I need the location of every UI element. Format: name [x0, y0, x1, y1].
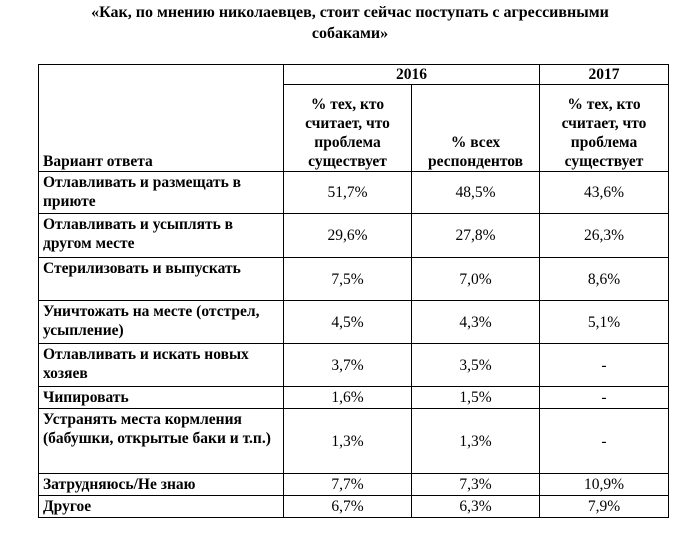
header-variant: Вариант ответа	[39, 65, 284, 172]
row-label: Отлавливать и искать новых хозяев	[39, 344, 284, 387]
cell-2016-believers: 7,7%	[284, 474, 412, 496]
cell-2016-believers: 29,6%	[284, 214, 412, 258]
header-year-2016: 2016	[284, 65, 540, 85]
cell-2017-believers: -	[540, 387, 669, 409]
table-row	[39, 258, 669, 301]
header-2016-all: % всех респондентов	[412, 85, 540, 172]
title-line-2: собаками»	[311, 25, 389, 42]
cell-2016-believers: 4,5%	[284, 301, 412, 344]
header-year-2017: 2017	[540, 65, 669, 85]
header-2016-believers: % тех, кто считает, что проблема существует	[284, 85, 412, 172]
row-label: Отлавливать и усыплять в другом месте	[39, 214, 284, 258]
row-label: Отлавливать и размещать в приюте	[39, 172, 284, 214]
row-label: Чипировать	[39, 387, 284, 409]
survey-table	[38, 64, 669, 518]
cell-2016-all: 27,8%	[412, 214, 540, 258]
title-line-1: «Как, по мнению николаевцев, стоит сейчас поступать с агрессивными	[91, 4, 609, 21]
cell-2017-believers: 26,3%	[540, 214, 669, 258]
cell-2017-believers: -	[540, 409, 669, 474]
cell-2016-all: 7,3%	[412, 474, 540, 496]
header-2017-believers: % тех, кто считает, что проблема существует	[540, 85, 669, 172]
cell-2017-believers: 5,1%	[540, 301, 669, 344]
cell-2016-all: 1,3%	[412, 409, 540, 474]
row-label: Устранять места кормления (бабушки, открытые баки и т.п.)	[39, 409, 284, 474]
cell-2016-all: 1,5%	[412, 387, 540, 409]
row-label: Уничтожать на месте (отстрел, усыпление)	[39, 301, 284, 344]
cell-2016-believers: 1,6%	[284, 387, 412, 409]
cell-2016-believers: 7,5%	[284, 258, 412, 301]
cell-2016-all: 4,3%	[412, 301, 540, 344]
cell-2016-believers: 51,7%	[284, 172, 412, 214]
table-title	[0, 2, 700, 44]
cell-2016-all: 7,0%	[412, 258, 540, 301]
cell-2017-believers: 7,9%	[540, 496, 669, 518]
table-row	[39, 344, 669, 387]
header-row-years	[39, 65, 669, 85]
cell-2017-believers: 8,6%	[540, 258, 669, 301]
cell-2016-all: 48,5%	[412, 172, 540, 214]
row-label: Стерилизовать и выпускать	[39, 258, 284, 301]
cell-2016-all: 6,3%	[412, 496, 540, 518]
cell-2017-believers: 43,6%	[540, 172, 669, 214]
table-row	[39, 214, 669, 258]
cell-2016-believers: 3,7%	[284, 344, 412, 387]
table-row	[39, 172, 669, 214]
table-row	[39, 409, 669, 474]
cell-2017-believers: 10,9%	[540, 474, 669, 496]
cell-2016-believers: 6,7%	[284, 496, 412, 518]
cell-2016-all: 3,5%	[412, 344, 540, 387]
table-row	[39, 496, 669, 518]
row-label: Другое	[39, 496, 284, 518]
cell-2016-believers: 1,3%	[284, 409, 412, 474]
table-row	[39, 387, 669, 409]
row-label: Затрудняюсь/Не знаю	[39, 474, 284, 496]
table-row	[39, 301, 669, 344]
cell-2017-believers: -	[540, 344, 669, 387]
table-row	[39, 474, 669, 496]
